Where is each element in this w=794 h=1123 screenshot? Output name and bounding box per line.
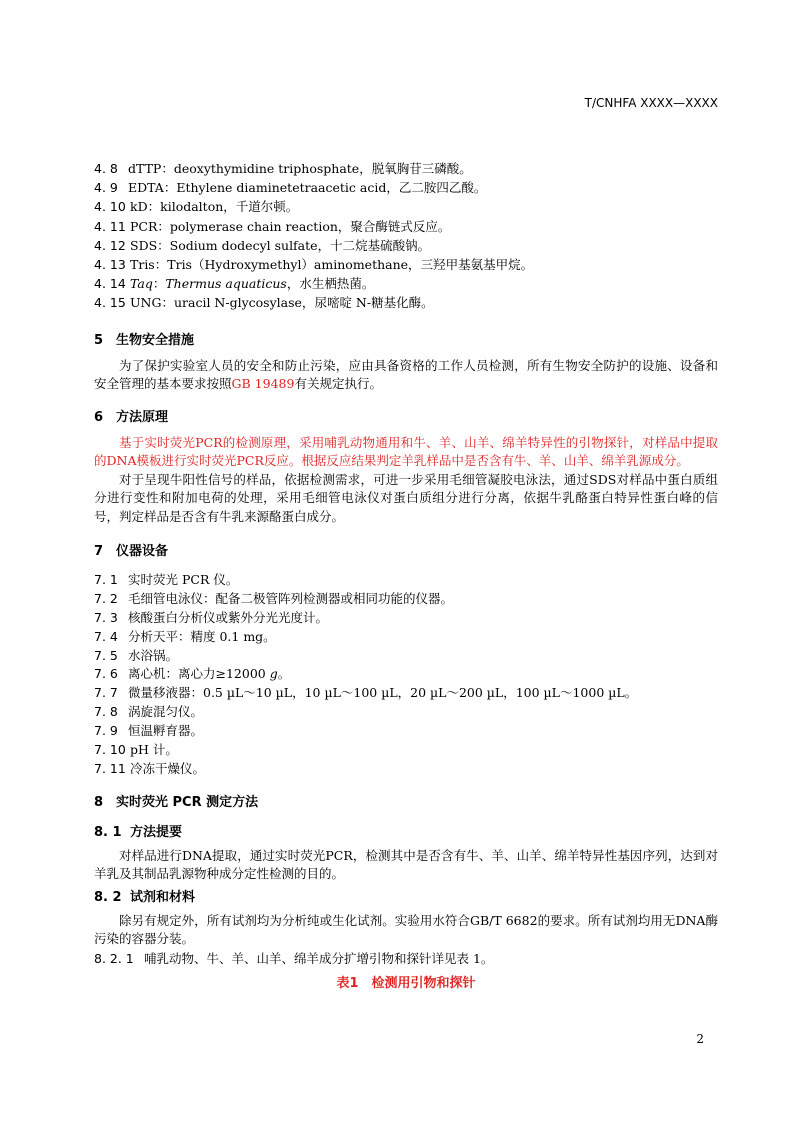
definition-item: 4. 14 Taq：Thermus aquaticus，水生栖热菌。 bbox=[94, 274, 718, 293]
principle-paragraph: 对于呈现牛阳性信号的样品，依据检测需求，可进一步采用毛细管凝胶电泳法，通过SDS对样品中蛋白质组分进行变性和附加电荷的处理，采用毛细管电泳仪对蛋白质组分进行分离，依据牛乳酪蛋白特异性蛋白峰的信号，判定样品是否含有牛乳来源酪蛋白成分。 bbox=[94, 471, 718, 524]
equipment-item: 7. 11 冷冻干燥仪。 bbox=[94, 760, 206, 776]
section-heading-5: 5 生物安全措施 bbox=[94, 332, 195, 348]
equipment-item: 7. 7 微量移液器：0.5 µL～10 µL，10 µL～100 µL，20 µL～200 µL，100 µL～1000 µL。 bbox=[94, 685, 638, 701]
page-number: 2 bbox=[696, 1032, 704, 1046]
section-heading-8: 8 实时荧光 PCR 测定方法 bbox=[94, 794, 259, 810]
definition-item: 4. 15 UNG：uracil N-glycosylase，尿嘧啶 N-糖基化酶。 bbox=[94, 293, 718, 312]
clause-number: 4. 8 bbox=[94, 161, 118, 176]
clause-number: 4. 15 bbox=[94, 295, 126, 311]
biosafety-paragraph: 为了保护实验室人员的安全和防止污染，应由具备资格的工作人员检测，所有生物安全防护的设施、设备和安全管理的基本要求按照GB 19489有关规定执行。 bbox=[94, 357, 718, 391]
definition-item: 4. 12 SDS：Sodium dodecyl sulfate，十二烷基硫酸钠。 bbox=[94, 236, 718, 255]
clause-number: 4. 9 bbox=[94, 180, 118, 196]
equipment-item: 7. 5 水浴锅。 bbox=[94, 647, 179, 663]
page-body bbox=[94, 159, 718, 991]
equipment-item: 7. 6 离心机：离心力≥12000 g。 bbox=[94, 666, 291, 682]
equipment-item: 7. 10 pH 计。 bbox=[94, 742, 178, 758]
definition-item: 4. 11 PCR：polymerase chain reaction，聚合酶链式反应。 bbox=[94, 217, 718, 236]
definition-item: 4. 13 Tris：Tris（Hydroxymethyl）aminomethane，三羟甲基氨基甲烷。 bbox=[94, 255, 718, 274]
subsection-heading-8-2: 8. 2 试剂和材料 bbox=[94, 889, 196, 905]
clause-number: 4. 14 bbox=[94, 276, 126, 292]
definitions-list bbox=[94, 159, 718, 313]
reagents-paragraph: 除另有规定外，所有试剂均为分析纯或生化试剂。实验用水符合GB/T 6682的要求。所有试剂均用无DNA酶污染的容器分装。 bbox=[94, 912, 718, 947]
clause-number: 4. 10 bbox=[94, 199, 126, 215]
section-heading-7: 7 仪器设备 bbox=[94, 544, 169, 559]
equipment-item: 7. 9 恒温孵育器。 bbox=[94, 723, 204, 739]
subsection-heading-8-1: 8. 1 方法提要 bbox=[94, 824, 183, 840]
equipment-item: 7. 8 涡旋混匀仪。 bbox=[94, 704, 204, 720]
equipment-item: 7. 3 核酸蛋白分析仪或紫外分光光度计。 bbox=[94, 609, 329, 625]
standard-reference: GB 19489 bbox=[231, 376, 295, 391]
section-heading-6: 6 方法原理 bbox=[94, 409, 169, 425]
clause-number: 4. 13 bbox=[94, 256, 126, 272]
method-summary-paragraph: 对样品进行DNA提取，通过实时荧光PCR，检测其中是否含有牛、羊、山羊、绵羊特异性基因序列，达到对羊乳及其制品乳源物种成分定性检测的目的。 bbox=[94, 847, 718, 882]
definition-item: 4. 8 dTTP：deoxythymidine triphosphate，脱氧胸苷三磷酸。 bbox=[94, 159, 718, 178]
definition-item: 4. 9 EDTA：Ethylene diaminetetraacetic acid，乙二胺四乙酸。 bbox=[94, 178, 718, 197]
principle-paragraph-highlighted: 基于实时荧光PCR的检测原理，采用哺乳动物通用和牛、羊、山羊、绵羊特异性的引物探针，对样品中提取的DNA模板进行实时荧光PCR反应。根据反应结果判定羊乳样品中是否含有牛、羊、山羊、绵羊乳源成分。 bbox=[94, 434, 718, 468]
table-caption: 表1 检测用引物和探针 bbox=[336, 975, 476, 991]
equipment-item: 7. 4 分析天平：精度 0.1 mg。 bbox=[94, 628, 276, 644]
definition-item: 4. 10 kD：kilodalton，千道尔顿。 bbox=[94, 197, 718, 216]
clause-8-2-1: 8. 2. 1 哺乳动物、牛、羊、山羊、绵羊成分扩增引物和探针详见表 1。 bbox=[94, 950, 494, 966]
equipment-list bbox=[94, 571, 718, 779]
clause-number: 4. 12 bbox=[94, 237, 126, 253]
document-code-header: T/CNHFA XXXX—XXXX bbox=[584, 96, 718, 110]
equipment-item: 7. 1 实时荧光 PCR 仪。 bbox=[94, 572, 239, 587]
equipment-item: 7. 2 毛细管电泳仪：配备二极管阵列检测器或相同功能的仪器。 bbox=[94, 590, 454, 606]
clause-number: 4. 11 bbox=[94, 218, 126, 234]
